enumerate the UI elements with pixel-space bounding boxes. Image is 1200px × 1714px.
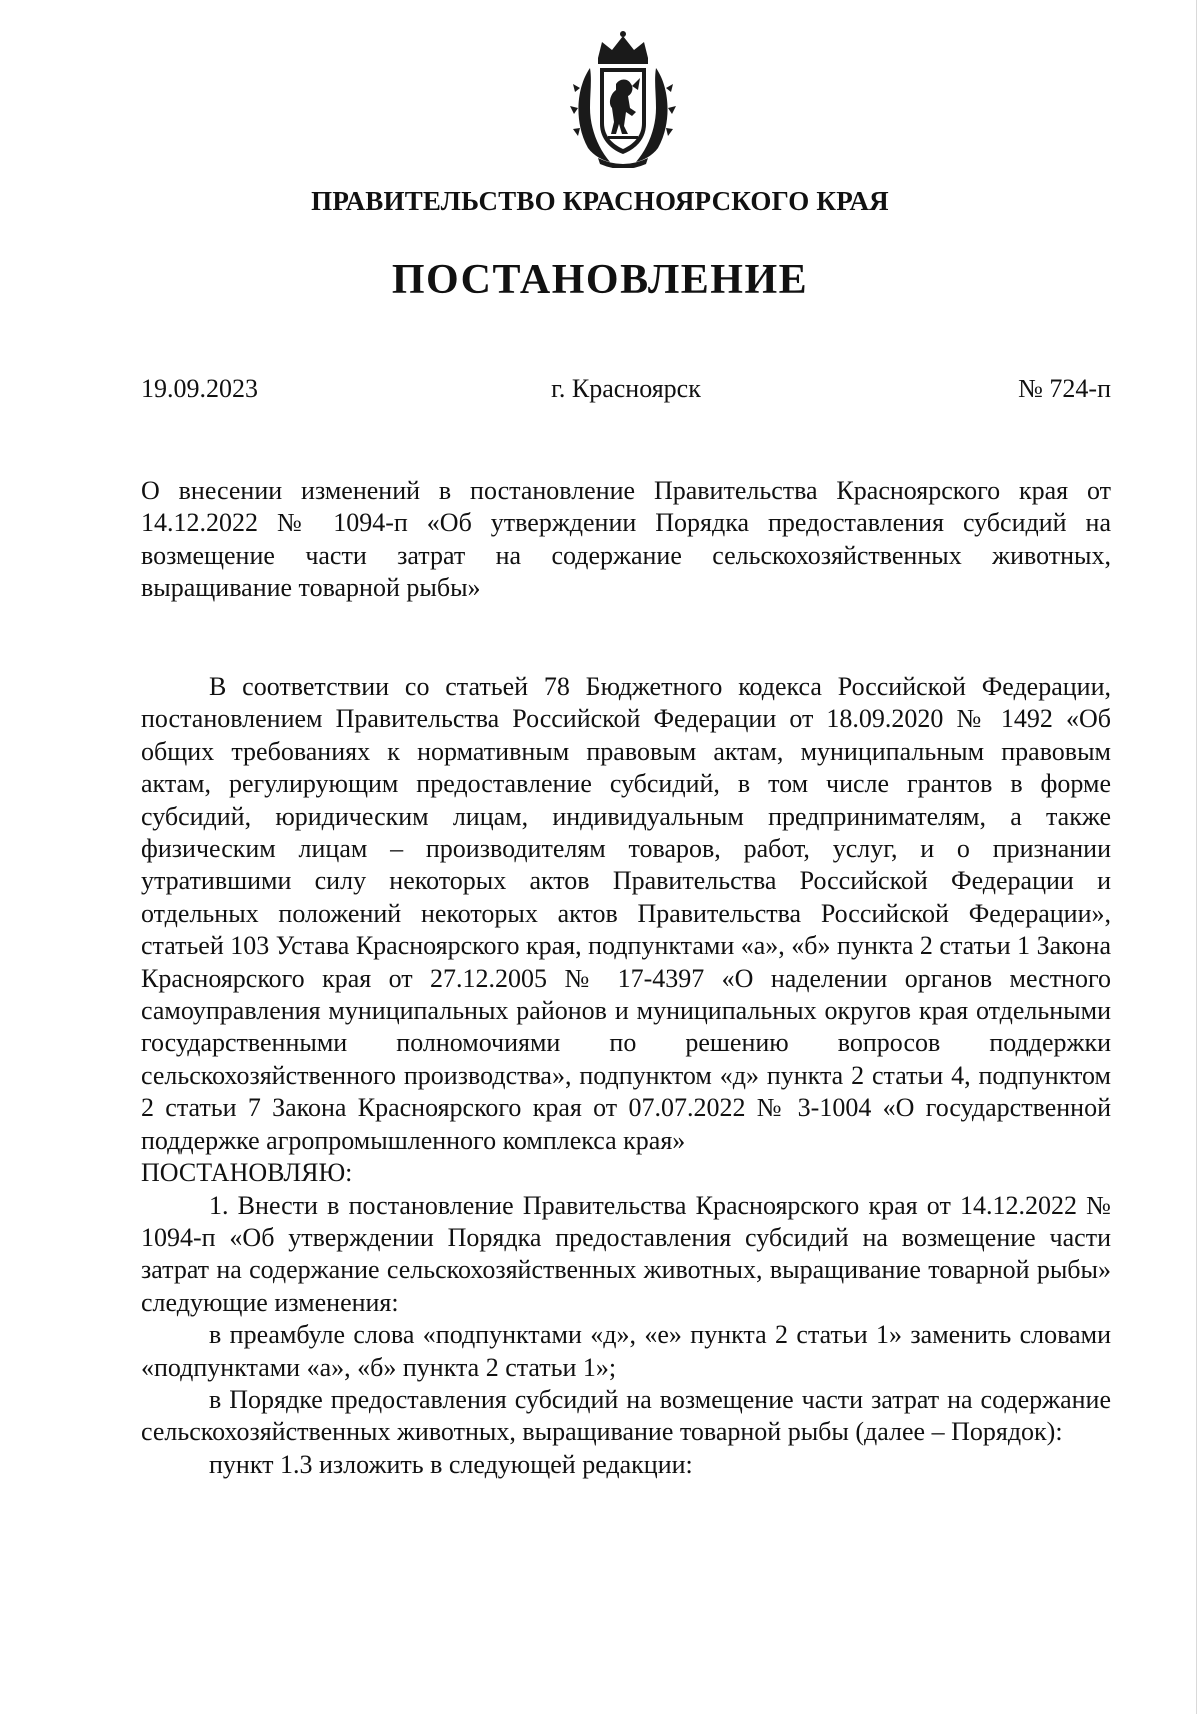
preamble-paragraph: В соответствии со статьей 78 Бюджетного кодекса Российской Федерации, постановлением Правительства Российской Федерации от 18.09.2020 № 1492 «Об общих требованиях к нормативным правовым актам, муниципальным правовым актам, регулирующим предоставление субсидий, в том числе грантов в форме субсидий, юридическим лицам, индивидуальным предпринимателям, а также физическим лицам – производителям товаров, работ, услуг, и о признании утратившими силу некоторых актов Правительства Российской Федерации и отдельных положений некоторых актов Правительства Российской Федерации», статьей 103 Устава Красноярского края, подпунктами «а», «б» пункта 2 статьи 1 Закона Красноярского края от 27.12.2005 № 17-4397 «О наделении органов местного самоуправления муниципальных районов и муниципальных округов края отдельными государственными полномочиями по решению вопросов поддержки сельскохозяйственного производства», подпунктом «д» пункта 2 статьи 4, подпунктом 2 статьи 7 Закона Красноярского края от 07.07.2022 № 3-1004 «О государственной поддержке агропромышленного комплекса края» (141, 672, 1111, 1155)
change-preamble-paragraph: в преамбуле слова «подпунктами «д», «е» пункта 2 статьи 1» заменить словами «подпунктами «а», «б» пункта 2 статьи 1»; (141, 1320, 1111, 1382)
document-date: 19.09.2023 (141, 374, 258, 403)
document-number: № 724-п (1018, 374, 1111, 403)
document-city: г. Красноярск (551, 374, 701, 403)
change-order-paragraph: в Порядке предоставления субсидий на возмещение части затрат на содержание сельскохозяйственных животных, выращивание товарной рыбы (далее – Порядок): (141, 1384, 1111, 1447)
document-type: ПОСТАНОВЛЕНИЕ (391, 257, 809, 303)
organization-name: ПРАВИТЕЛЬСТВО КРАСНОЯРСКОГО КРАЯ (311, 186, 889, 216)
document-subject (141, 475, 1111, 605)
subject-text: О внесении изменений в постановление Правительства Красноярского края от 14.12.2022 № 1094-п «Об утверждении Порядка предоставления субсидий на возмещение части затрат на содержание сельскохозяйственных животных, выращивание товарной рыбы» (141, 476, 1111, 603)
item-1-paragraph: 1. Внести в постановление Правительства Красноярского края от 14.12.2022 № 1094-п «Об утверждении Порядка предоставления субсидий на возмещение части затрат на содержание сельскохозяйственных животных, выращивание товарной рыбы» следующие изменения: (141, 1190, 1111, 1317)
coat-of-arms-icon (568, 28, 678, 168)
point-1-3-paragraph: пункт 1.3 изложить в следующей редакции: (209, 1449, 693, 1479)
document-body (141, 671, 1111, 1481)
document-meta (141, 374, 1111, 410)
resolve-word: ПОСТАНОВЛЯЮ: (141, 1158, 353, 1188)
